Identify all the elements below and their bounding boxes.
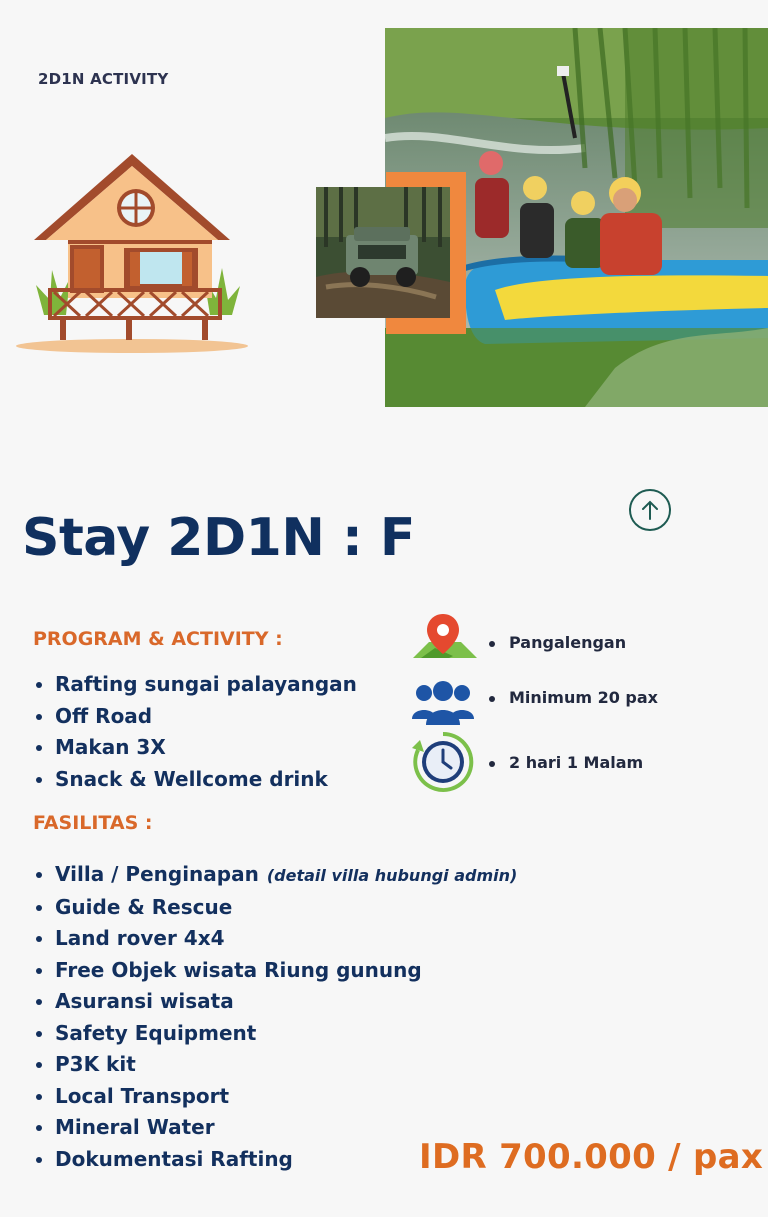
list-item: Mineral Water: [33, 1112, 517, 1144]
info-group: Minimum 20 pax: [487, 688, 658, 707]
facilities-heading: FASILITAS :: [33, 812, 153, 834]
arrow-up-icon: [640, 499, 660, 521]
scroll-up-button[interactable]: [629, 489, 671, 531]
list-item: Rafting sungai palayangan: [33, 669, 357, 701]
group-people-icon: [408, 676, 478, 734]
program-heading: PROGRAM & ACTIVITY :: [33, 628, 283, 650]
land-rover-offroad-photo: [316, 187, 450, 318]
villa-house-illustration: [14, 150, 252, 355]
villa-note: (detail villa hubungi admin): [266, 866, 518, 885]
page-title: Stay 2D1N : F: [22, 508, 415, 568]
list-item: [33, 859, 517, 892]
facilities-list: [33, 859, 517, 1175]
list-item: Off Road: [33, 701, 357, 733]
list-item: Snack & Wellcome drink: [33, 764, 357, 796]
program-list: [33, 669, 357, 795]
list-item: P3K kit: [33, 1049, 517, 1081]
list-item: Free Objek wisata Riung gunung: [33, 955, 517, 987]
info-location: Pangalengan: [487, 633, 626, 652]
activity-tag: 2D1N ACTIVITY: [38, 70, 169, 88]
list-item: Safety Equipment: [33, 1018, 517, 1050]
list-item: Dokumentasi Rafting: [33, 1144, 517, 1176]
list-item: Guide & Rescue: [33, 892, 517, 924]
list-item: Asuransi wisata: [33, 986, 517, 1018]
price-label: IDR 700.000 / pax: [419, 1137, 764, 1177]
list-item-label: Villa / Penginapan: [55, 862, 259, 886]
location-pin-icon: [409, 612, 479, 670]
list-item: Local Transport: [33, 1081, 517, 1113]
list-item: Land rover 4x4: [33, 923, 517, 955]
list-item: Makan 3X: [33, 732, 357, 764]
clock-icon: [408, 730, 478, 794]
info-duration: 2 hari 1 Malam: [487, 753, 643, 772]
